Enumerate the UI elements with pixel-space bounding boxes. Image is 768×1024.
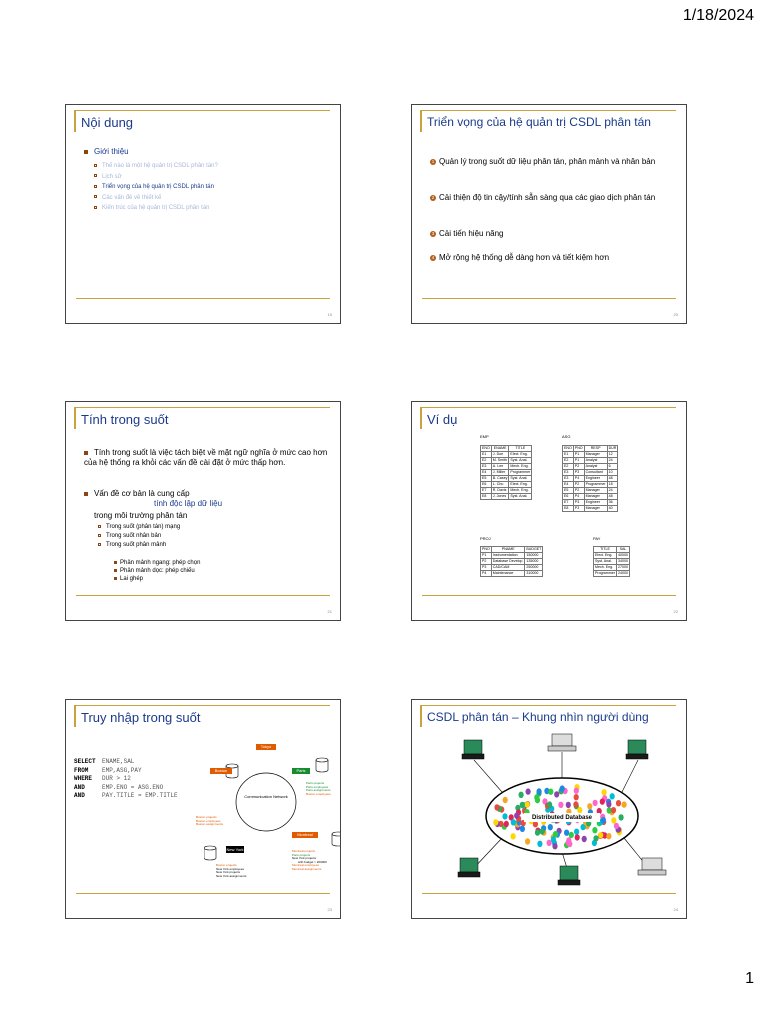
- sql-line: AND EMP.ENO = ASG.ENO: [74, 783, 164, 791]
- bullet-icon: [94, 195, 97, 198]
- table-cell: Mech. Eng.: [594, 565, 617, 571]
- data-dot: [564, 830, 569, 836]
- table-header: [563, 446, 618, 452]
- table-cell: P1: [481, 553, 492, 559]
- slide-number: 23: [327, 907, 332, 912]
- newyork-notes: Boston projects New York employees New York projects New York assignments: [216, 863, 247, 878]
- table-cell: R. Davis: [491, 488, 509, 494]
- bottom-rule: [76, 595, 330, 596]
- column-header: RESP: [584, 446, 607, 452]
- data-dot: [622, 801, 627, 807]
- slide-22: [411, 401, 687, 621]
- table-cell: Syst. Anal.: [509, 458, 532, 464]
- number-badge: 1: [431, 158, 435, 164]
- top-rule: [422, 705, 676, 706]
- data-dot: [619, 814, 624, 820]
- column-header: ENAME: [491, 446, 509, 452]
- data-dot: [525, 838, 530, 844]
- data-dot: [535, 797, 540, 803]
- paris-notes: Paris projects Paris employees Paris assignments Boston employees: [306, 781, 331, 796]
- table-cell: Analyst: [584, 458, 607, 464]
- data-dot: [575, 834, 580, 840]
- table-cell: Manager: [584, 494, 607, 500]
- table-cell: E2: [563, 458, 574, 464]
- bullet-icon: [98, 543, 101, 546]
- data-dot: [569, 832, 574, 838]
- sql-line: AND PAY.TITLE = EMP.TITLE: [74, 792, 178, 799]
- data-dot: [494, 804, 499, 810]
- data-dot: [593, 835, 598, 841]
- bottom-rule: [422, 298, 676, 299]
- title-accent-bar: [420, 407, 422, 429]
- pay-table: [593, 546, 630, 577]
- table-cell: P3: [481, 565, 492, 571]
- slide-number: 22: [673, 609, 678, 614]
- db-label: Distributed Database: [531, 815, 592, 821]
- top-rule: [422, 407, 676, 408]
- data-dot: [587, 803, 592, 809]
- table-cell: E8: [563, 506, 574, 512]
- data-dot: [582, 836, 587, 842]
- highlight-text: tính độc lập dữ liệu: [154, 499, 223, 508]
- data-dot: [493, 819, 498, 825]
- slide-title: CSDL phân tán – Khung nhìn người dùng: [427, 710, 649, 724]
- bullet-2-tail: trong môi trường phân tán: [94, 511, 188, 520]
- data-dot: [547, 840, 552, 846]
- slide-21: [65, 401, 341, 621]
- table-cell: CAD/CAM: [491, 565, 525, 571]
- table-cell: 34000: [617, 559, 628, 563]
- data-dot: [566, 802, 571, 808]
- data-dot: [537, 841, 542, 847]
- bullet-icon: [114, 561, 117, 564]
- column-header: DUR: [608, 446, 617, 450]
- table-cell: Instrumentation: [491, 553, 525, 559]
- data-dot: [558, 802, 563, 808]
- table-cell: B. Casey: [492, 476, 508, 480]
- table-cell: L. Chu: [491, 482, 509, 488]
- bottom-rule: [76, 298, 330, 299]
- site-newyork: New York: [226, 847, 244, 852]
- table-cell: Engineer: [584, 500, 607, 506]
- table-cell: Manager: [584, 506, 607, 512]
- data-dot: [554, 791, 559, 797]
- column-header: ENO: [564, 446, 572, 450]
- table-cell: E3: [481, 464, 492, 470]
- table-cell: 27000: [617, 565, 628, 569]
- data-dot: [566, 837, 571, 843]
- network-ring: [236, 773, 296, 831]
- top-rule: [422, 110, 676, 111]
- table-cell: Mech. Eng.: [509, 488, 532, 494]
- data-dot: [540, 828, 545, 834]
- table-row: [594, 559, 630, 565]
- bottom-rule: [422, 595, 676, 596]
- data-dot: [602, 789, 607, 795]
- print-date: 1/18/2024: [682, 7, 754, 24]
- pay-label: PAY: [593, 536, 601, 541]
- slide-19: [65, 104, 341, 324]
- table-cell: P2: [481, 559, 492, 565]
- slide-number: 20: [673, 312, 678, 317]
- list-item: Triển vọng của hệ quản trị CSDL phân tán: [94, 182, 218, 193]
- data-dot: [574, 788, 579, 794]
- list-item: Lai ghép: [114, 575, 200, 583]
- slide-title: Triển vọng của hệ quản trị CSDL phân tán: [427, 115, 651, 129]
- table-cell: J. Miller: [491, 470, 509, 476]
- network-label: Communication Network: [244, 794, 288, 799]
- table-cell: Consultant: [584, 470, 607, 476]
- table-cell: 135000: [525, 559, 543, 565]
- table-cell: Manager: [584, 488, 607, 494]
- data-dot: [520, 802, 525, 808]
- table-cell: P1: [573, 452, 584, 458]
- data-dot: [610, 793, 615, 799]
- table-cell: Programmer: [510, 470, 531, 474]
- table-cell: 48: [607, 476, 618, 482]
- number-badge: 4: [431, 254, 435, 260]
- table-cell: 10: [607, 470, 618, 476]
- table-cell: Mech. Eng.: [509, 464, 532, 470]
- table-row: [594, 565, 630, 571]
- sql-line: WHERE DUR > 12: [74, 775, 131, 782]
- bullet-icon: [94, 185, 97, 188]
- top-rule: [76, 110, 330, 111]
- table-cell: P3: [573, 470, 584, 476]
- table-row: [594, 571, 630, 577]
- asg-table: [562, 445, 618, 512]
- column-header: BUDGET: [526, 547, 542, 551]
- bullet-icon: [84, 150, 88, 154]
- column-header: ENO: [482, 446, 490, 450]
- title-accent-bar: [74, 110, 76, 132]
- table-cell: Syst. Anal.: [594, 559, 617, 565]
- table-cell: Elect. Eng.: [509, 452, 532, 458]
- data-dot: [511, 833, 516, 839]
- numbered-item: 3 Cải tiến hiệu năng: [431, 229, 504, 238]
- list-item: Các vấn đề về thiết kế: [94, 193, 218, 204]
- table-cell: 18: [607, 482, 618, 488]
- table-cell: 12: [607, 452, 618, 458]
- slide-title: Tính trong suốt: [81, 412, 169, 427]
- data-dot: [511, 819, 516, 825]
- table-cell: J. Jones: [491, 494, 509, 500]
- title-accent-bar: [420, 110, 422, 132]
- main-bullet: Giới thiệu: [84, 147, 129, 157]
- data-dot: [502, 813, 507, 819]
- data-dot: [577, 807, 582, 813]
- slide-title: Truy nhập trong suốt: [81, 710, 201, 725]
- bullet-icon: [94, 206, 97, 209]
- table-cell: E1: [481, 452, 492, 458]
- table-cell: E7: [563, 500, 574, 506]
- data-dot: [614, 823, 619, 829]
- bullet-icon: [84, 492, 88, 496]
- table-row: [481, 571, 543, 577]
- bullet-icon: [114, 577, 117, 580]
- boston-notes: Boston projects Boston employees Boston assignments: [196, 815, 224, 827]
- list-item: Lịch sử: [94, 172, 218, 183]
- table-header: [481, 446, 532, 452]
- slide-20: [411, 104, 687, 324]
- column-header: PNAME: [491, 547, 525, 553]
- data-dot: [547, 801, 552, 807]
- table-cell: P2: [573, 488, 584, 494]
- sub-list: [98, 523, 180, 550]
- list-item: Phân mảnh dọc: phép chiếu: [114, 567, 200, 575]
- top-rule: [76, 407, 330, 408]
- table-cell: E3: [563, 470, 574, 476]
- table-cell: E2: [563, 464, 574, 470]
- data-dot: [537, 788, 542, 794]
- table-cell: M. Smith: [492, 458, 507, 462]
- data-dot: [548, 789, 553, 795]
- bottom-rule: [76, 893, 330, 894]
- table-cell: P4: [573, 494, 584, 500]
- bullet-icon: [114, 569, 117, 572]
- table-cell: 310000: [525, 571, 543, 577]
- table-cell: 24000: [617, 571, 628, 575]
- subsub-list: [114, 559, 200, 583]
- bullet-icon: [84, 451, 88, 455]
- slide-title: Nội dung: [81, 115, 134, 130]
- table-cell: E4: [481, 470, 492, 476]
- emp-table: [480, 445, 532, 500]
- data-dot: [598, 832, 603, 838]
- title-accent-bar: [74, 407, 76, 429]
- data-dot: [593, 800, 598, 806]
- data-dot: [503, 797, 508, 803]
- asg-label: ASG: [562, 434, 571, 439]
- slide-23: [65, 699, 341, 919]
- list-item: Trong suốt nhân bản: [98, 532, 180, 541]
- data-dot: [573, 801, 578, 807]
- data-dot: [520, 826, 525, 832]
- table-cell: Programmer: [595, 571, 615, 575]
- table-row: [563, 506, 618, 512]
- data-dot: [551, 836, 556, 842]
- table-cell: A. Lee: [491, 464, 509, 470]
- table-cell: E4: [563, 482, 574, 488]
- table-cell: P2: [573, 482, 584, 488]
- site-paris: Paris: [292, 768, 310, 774]
- bullet-1: Tính trong suốt là việc tách biệt về mặt ngữ nghĩa ở mức cao hơn của hệ thống ra khỏi các vấn đề cài đặt ở mức thấp hơn.: [84, 448, 328, 467]
- table-row: [594, 553, 630, 559]
- list-item: Trong suốt (phân tán) mạng: [98, 523, 180, 532]
- numbered-item: 2 Cải thiện độ tin cậy/tính sẵn sàng qua các giao dịch phân tán: [431, 193, 656, 202]
- data-dot: [574, 829, 579, 835]
- table-cell: E5: [481, 476, 492, 482]
- data-dot: [548, 824, 553, 830]
- column-header: SAL: [616, 547, 629, 553]
- table-cell: Syst. Anal.: [509, 476, 532, 482]
- data-dot: [504, 821, 509, 827]
- page-number: 1: [745, 970, 754, 987]
- slide-number: 24: [673, 907, 678, 912]
- data-dot: [552, 843, 557, 849]
- data-dot: [535, 829, 540, 835]
- table-cell: P1: [573, 458, 584, 464]
- table-cell: 250000: [525, 565, 543, 571]
- data-dot: [601, 817, 606, 823]
- data-dot: [574, 794, 579, 800]
- table-cell: E7: [481, 488, 492, 494]
- sub-list: [94, 161, 218, 214]
- numbered-item: 4 Mở rộng hệ thống dễ dàng hơn và tiết kiệm hơn: [431, 253, 610, 262]
- table-cell: Elect. Eng.: [594, 553, 617, 559]
- table-cell: 40000: [617, 553, 628, 557]
- top-rule: [76, 705, 330, 706]
- title-accent-bar: [74, 705, 76, 727]
- bullet-icon: [94, 174, 97, 177]
- table-cell: P4: [481, 571, 492, 577]
- slide-number: 19: [327, 312, 332, 317]
- table-cell: Elect. Eng.: [509, 482, 532, 488]
- table-cell: E5: [563, 488, 574, 494]
- table-cell: Maintenance: [491, 571, 525, 577]
- table-cell: 6: [607, 464, 618, 470]
- numbered-item: 1 Quản lý trong suốt dữ liệu phân tán, phân mảnh và nhân bản: [431, 157, 656, 166]
- table-cell: 24: [607, 488, 618, 494]
- column-header: TITLE: [594, 547, 617, 553]
- table-cell: Syst. Anal.: [509, 494, 532, 500]
- table-cell: Programmer: [585, 482, 606, 486]
- table-cell: E1: [563, 452, 574, 458]
- sql-line: FROM EMP,ASG,PAY: [74, 766, 142, 774]
- table-cell: P2: [573, 464, 584, 470]
- montreal-notes: Montreal projects Paris projects New York projects with budget > 200000 Montreal employees Montreal assignments: [292, 849, 327, 871]
- sql-query: [74, 758, 178, 801]
- bullet-2: Vấn đề cơ bản là cung cấp: [84, 489, 338, 499]
- table-cell: 40: [607, 506, 618, 512]
- title-accent-bar: [420, 705, 422, 727]
- data-dot: [606, 801, 611, 807]
- table-cell: 150000: [525, 553, 543, 559]
- slide-title: Ví dụ: [427, 412, 458, 427]
- data-dot: [616, 800, 621, 806]
- table-cell: 24: [607, 458, 618, 464]
- table-cell: 48: [607, 494, 618, 500]
- table-cell: E2: [481, 458, 492, 464]
- data-dot: [560, 785, 565, 791]
- table-cell: Engineer: [584, 476, 607, 482]
- column-header: PNO: [574, 446, 583, 450]
- table-row: [481, 494, 532, 500]
- data-dot: [611, 817, 616, 823]
- data-dot: [592, 827, 597, 833]
- data-dot: [611, 807, 616, 813]
- list-item: Phân mảnh ngang: phép chọn: [114, 559, 200, 567]
- number-badge: 2: [431, 194, 435, 200]
- table-cell: J. Doe: [491, 452, 509, 458]
- table-cell: P3: [573, 506, 584, 512]
- sql-line: SELECT ENAME,SAL: [74, 758, 135, 765]
- list-item: Kiến trúc của hệ quản trị CSDL phân tán: [94, 203, 218, 214]
- site-tokyo: Tokyo: [256, 744, 276, 750]
- slide-24: [411, 699, 687, 919]
- proj-label: PROJ: [480, 536, 491, 541]
- list-item: Thế nào là một hệ quản trị CSDL phân tán?: [94, 161, 218, 172]
- table-cell: E6: [481, 482, 492, 488]
- table-cell: Database Develop.: [492, 559, 524, 563]
- data-dot: [600, 798, 605, 804]
- table-cell: E8: [481, 494, 492, 500]
- list-item: Trong suốt phân mảnh: [98, 541, 180, 550]
- table-cell: P4: [573, 476, 584, 482]
- slide-number: 21: [327, 609, 332, 614]
- site-boston: Boston: [210, 768, 232, 774]
- data-dot: [526, 788, 531, 794]
- emp-label: EMP: [480, 434, 489, 439]
- table-cell: Analyst: [584, 464, 607, 470]
- table-cell: 36: [607, 500, 618, 506]
- column-header: TITLE: [509, 446, 532, 452]
- data-dot: [514, 813, 519, 819]
- bottom-rule: [422, 893, 676, 894]
- table-cell: E3: [563, 476, 574, 482]
- proj-table: [480, 546, 543, 577]
- number-badge: 3: [431, 230, 435, 236]
- data-dot: [519, 792, 524, 798]
- table-cell: P3: [573, 500, 584, 506]
- bullet-icon: [94, 164, 97, 167]
- table-cell: Manager: [584, 452, 607, 458]
- column-header: PNO: [482, 547, 490, 551]
- data-dot: [525, 801, 530, 807]
- bullet-icon: [98, 525, 101, 528]
- data-dot: [606, 833, 611, 839]
- table-cell: E6: [563, 494, 574, 500]
- bullet-icon: [98, 534, 101, 537]
- site-montreal: Montreal: [292, 832, 318, 838]
